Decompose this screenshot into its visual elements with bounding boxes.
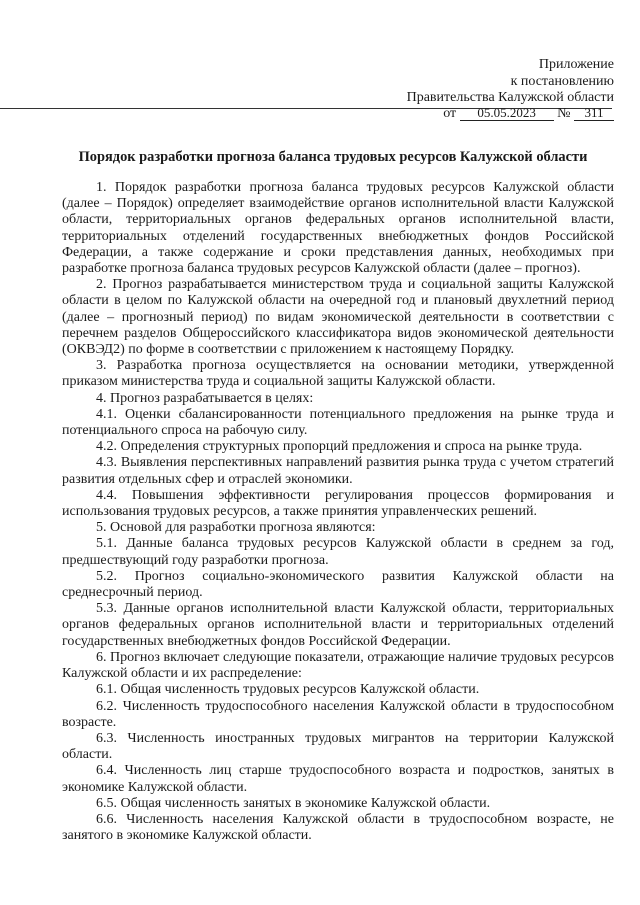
paragraph-6-1: 6.1. Общая численность трудовых ресурсов Калужской области. <box>96 682 480 698</box>
paragraph-6-4: 6.4. Численность лиц старше трудоспособного возраста и подростков, занятых в экономике Калужской области. <box>62 763 614 795</box>
paragraph-5-2: 5.2. Прогноз социально-экономического развития Калужской области на среднесрочный период. <box>62 568 614 601</box>
paragraph-6-3: 6.3. Численность иностранных трудовых мигрантов на территории Калужской области. <box>62 730 614 763</box>
paragraph-6-6: 6.6. Численность населения Калужской области в трудоспособном возрасте, не занятого в экономике Калужской области. <box>62 811 614 844</box>
paragraph-2: 2. Прогноз разрабатывается министерством труда и социальной защиты Калужской области в целом по Калужской области на очередной год и плановый двухлетний период (далее – прогнозный период) по видам экономической деятельности в соответствии с перечнем разделов Общероссийского классификатора видов экономической деятельности (ОКВЭД2) по форме в соответствии с приложением к настоящему Порядку. <box>62 277 614 358</box>
paragraph-6-5: 6.5. Общая численность занятых в экономике Калужской области. <box>96 795 491 811</box>
paragraph-3: 3. Разработка прогноза осуществляется на основании методики, утвержденной приказом министерства труда и социальной защиты Калужской области. <box>62 358 614 390</box>
number-sign: № <box>557 106 571 121</box>
paragraph-4-3: 4.3. Выявления перспективных направлений развития рынка труда с учетом стратегий развития отдельных сфер и отраслей экономики. <box>62 455 614 487</box>
approval-number: 311 <box>574 106 614 121</box>
date-number-line <box>443 106 614 122</box>
paragraph-4: 4. Прогноз разрабатывается в целях: <box>96 390 314 406</box>
paragraph-6: 6. Прогноз включает следующие показатели, отражающие наличие трудовых ресурсов Калужской области и их распределение: <box>62 649 614 682</box>
paragraph-5-1: 5.1. Данные баланса трудовых ресурсов Калужской области в среднем за год, предшествующий году разработки прогноза. <box>62 536 614 568</box>
date-prefix: от <box>443 106 457 121</box>
approval-line-appendix: Приложение <box>538 57 614 72</box>
document-title: Порядок разработки прогноза баланса трудовых ресурсов Калужской области <box>78 149 588 165</box>
approval-block <box>407 57 614 107</box>
approval-line-resolution: к постановлению <box>510 73 614 89</box>
approval-date: 05.05.2023 <box>460 106 554 121</box>
paragraph-4-4: 4.4. Повышения эффективности регулирования процессов формирования и использования трудовых ресурсов, а также принятия управленческих решений. <box>62 487 614 520</box>
approval-line-government: Правительства Калужской области <box>406 90 614 105</box>
document-body <box>62 180 614 844</box>
paragraph-5-3: 5.3. Данные органов исполнительной власти Калужской области, территориальных органов федеральных органов исполнительной власти и территориальных отделений государственных внебюджетных фондов Российской Федерации. <box>62 601 614 649</box>
paragraph-4-2: 4.2. Определения структурных пропорций предложения и спроса на рынке труда. <box>96 439 583 455</box>
paragraph-1: 1. Порядок разработки прогноза баланса трудовых ресурсов Калужской области (далее – Порядок) определяет взаимодействие органов исполнительной власти Калужской области, территориальных органов федеральных органов исполнительной власти, территориальных отделений государственных внебюджетных фондов Российской Федерации, а также содержание и сроки представления данных, необходимых при разработке прогноза баланса трудовых ресурсов Калужской области (далее – прогноз). <box>62 180 614 277</box>
paragraph-5: 5. Основой для разработки прогноза являются: <box>96 520 376 536</box>
paragraph-4-1: 4.1. Оценки сбалансированности потенциального предложения на рынке труда и потенциального спроса на рабочую силу. <box>62 406 614 439</box>
paragraph-6-2: 6.2. Численность трудоспособного населения Калужской области в трудоспособном возрасте. <box>62 698 614 730</box>
